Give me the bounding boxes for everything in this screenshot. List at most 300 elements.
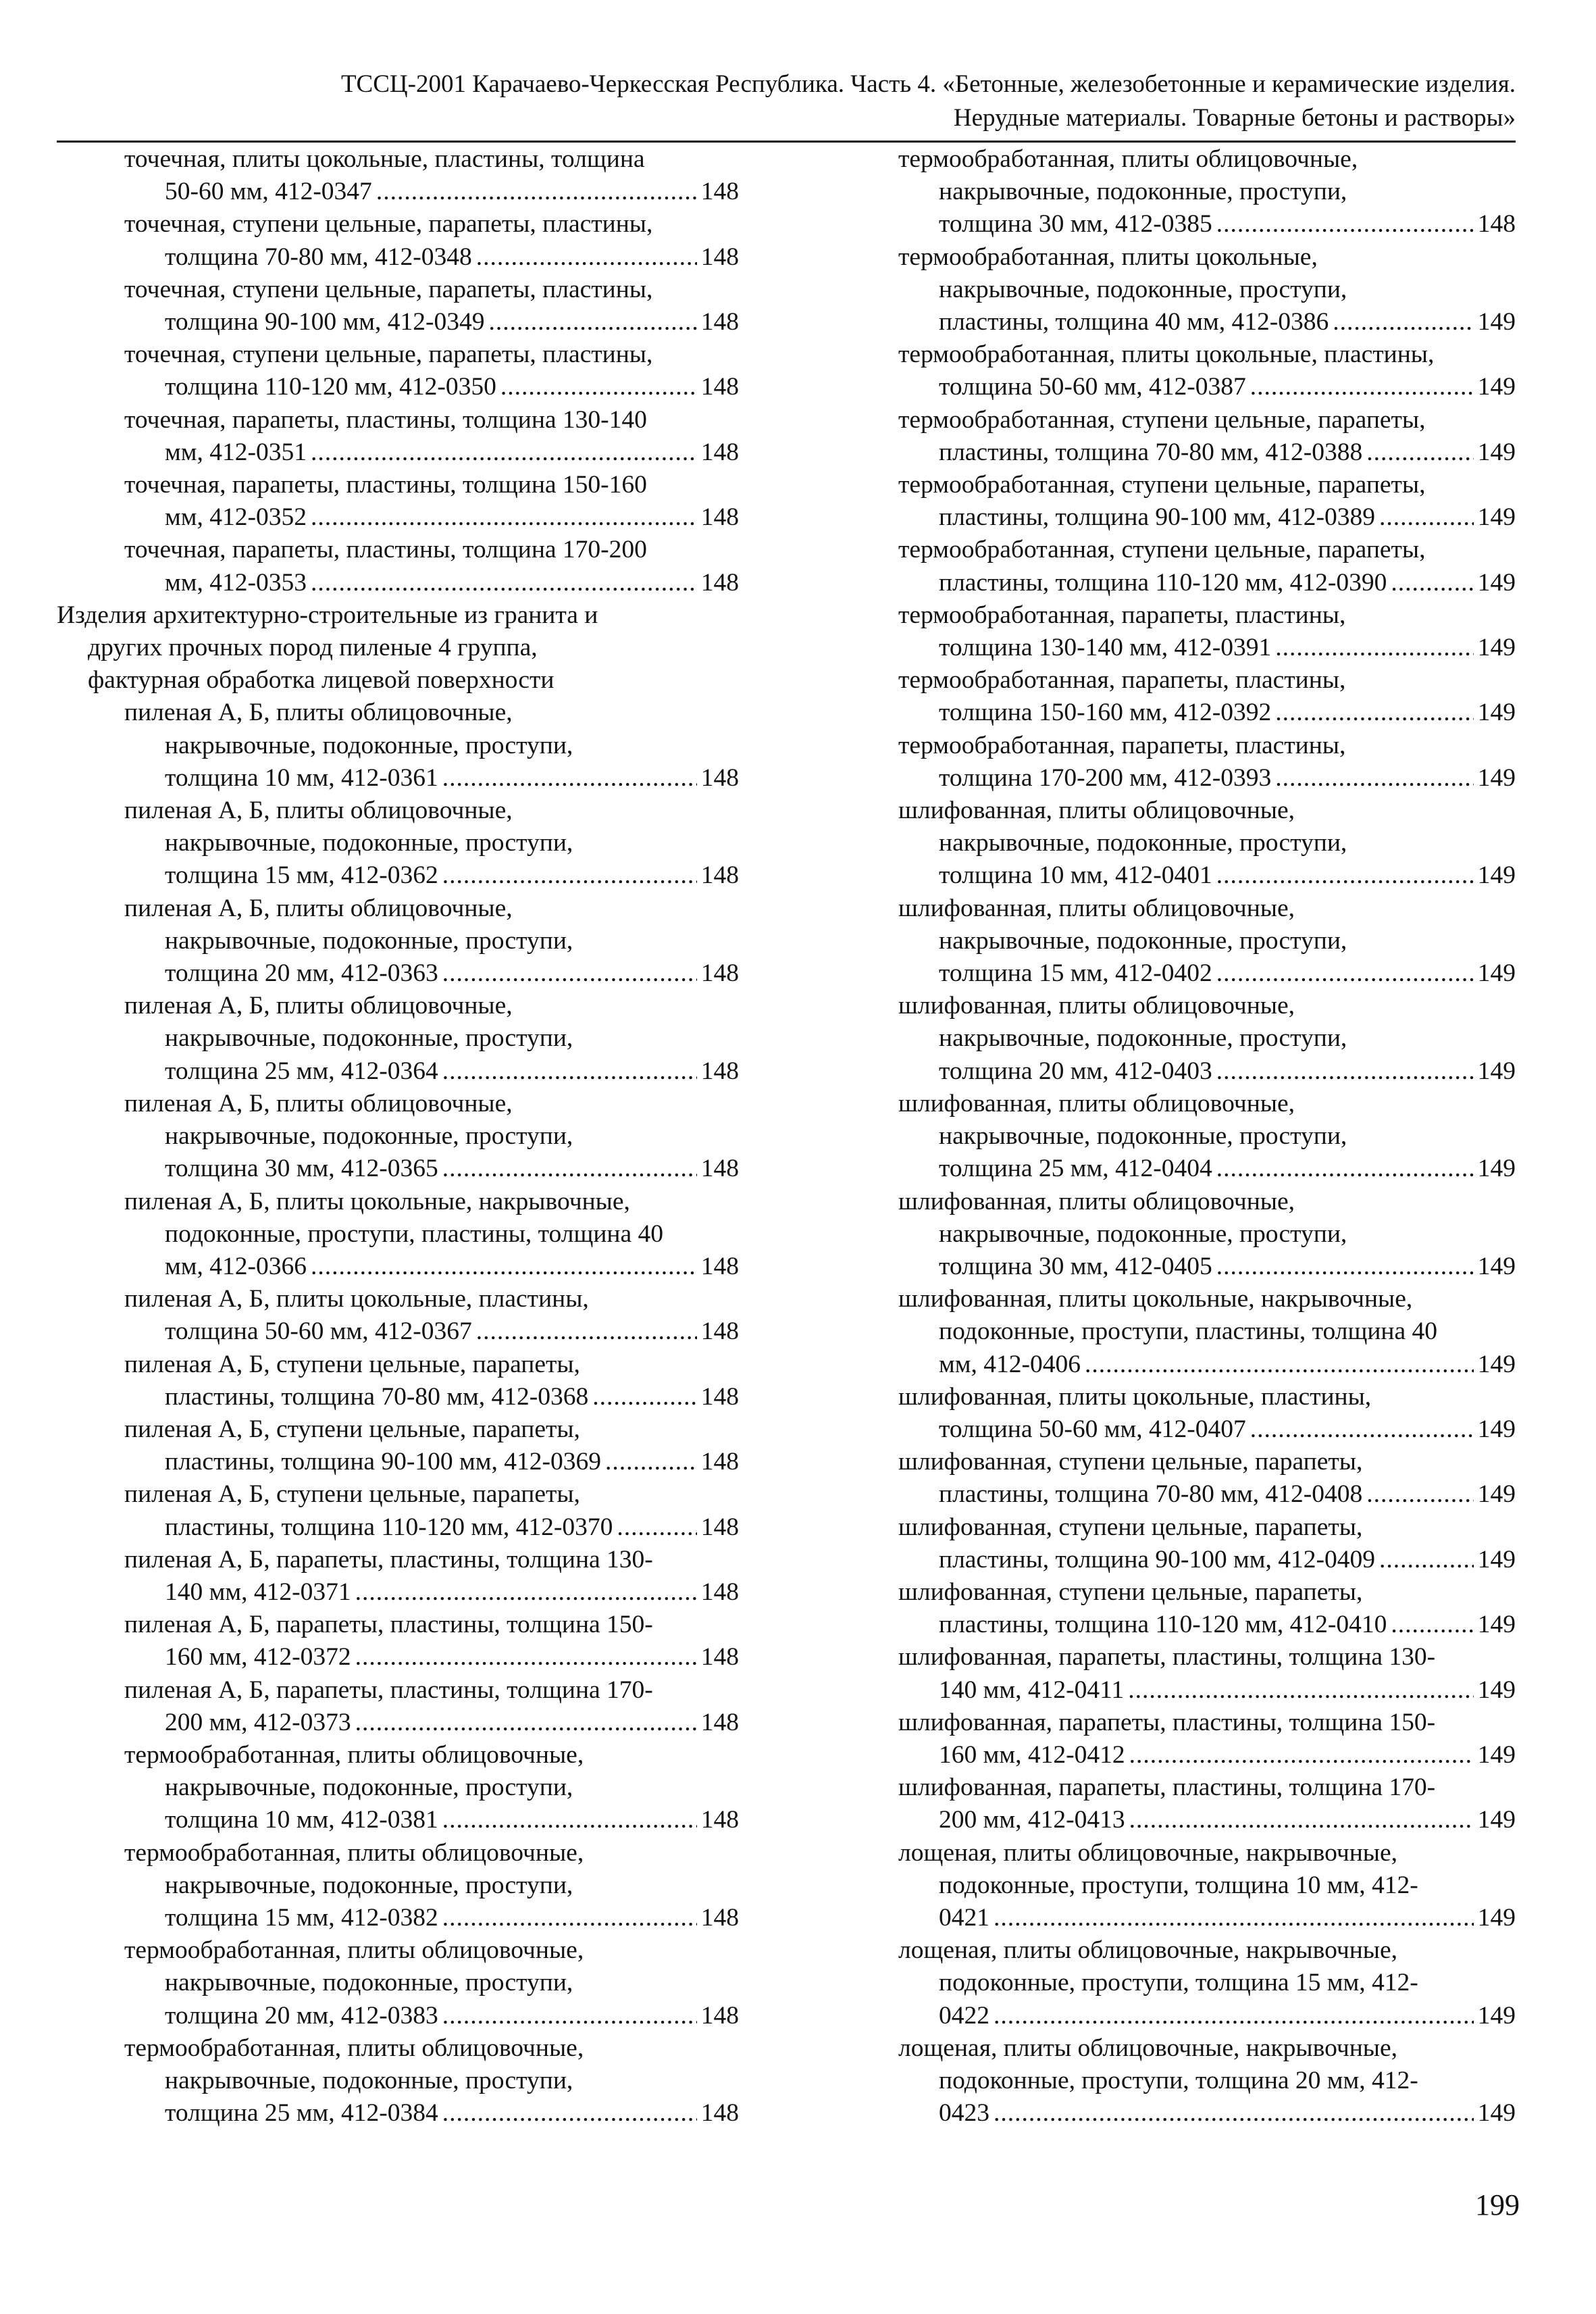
index-entry xyxy=(57,1934,739,2032)
dot-leader xyxy=(376,176,697,208)
index-entry-text: пиленая А, Б, плиты облицовочные, xyxy=(124,992,513,1020)
index-entry-page: 149 xyxy=(1477,1415,1516,1443)
index-entry xyxy=(898,1446,1516,1511)
dot-leader xyxy=(1275,632,1474,664)
index-entry-leader-row xyxy=(898,1674,1516,1707)
index-entry xyxy=(898,1641,1516,1706)
index-entry xyxy=(898,1771,1516,1836)
index-entry-text: термообработанная, плиты цокольные, пластины, xyxy=(898,341,1435,369)
index-entry-leader-row xyxy=(898,501,1516,534)
index-entry-text: пиленая А, Б, парапеты, пластины, толщина 150- xyxy=(124,1611,653,1639)
index-entry-leader-row xyxy=(898,859,1516,892)
index-entry xyxy=(898,469,1516,534)
index-entry-leader-row xyxy=(898,697,1516,729)
dot-leader xyxy=(311,436,697,469)
index-entry-text: термообработанная, плиты облицовочные, xyxy=(124,1936,584,1965)
index-entry xyxy=(898,338,1516,403)
index-entry-page: 148 xyxy=(1477,210,1516,238)
index-entry-text: пиленая А, Б, ступени цельные, парапеты, xyxy=(124,1415,580,1443)
index-entry-page: 148 xyxy=(700,1155,739,1183)
index-entry-text: 0423 xyxy=(939,2099,989,2128)
index-entry xyxy=(57,1544,739,1609)
dot-leader xyxy=(1085,1349,1474,1381)
index-entry xyxy=(57,1413,739,1478)
index-entry-text: лощеная, плиты облицовочные, накрывочные, xyxy=(898,1936,1397,1965)
index-entry-text: точечная, парапеты, пластины, толщина 130-140 xyxy=(124,405,647,434)
dot-leader xyxy=(442,1804,697,1836)
index-entry-leader-row xyxy=(57,1381,739,1413)
index-entry-leader-row xyxy=(57,1446,739,1478)
dot-leader xyxy=(1250,371,1474,403)
index-entry xyxy=(898,990,1516,1088)
index-entry xyxy=(57,1478,739,1543)
index-entry-page: 148 xyxy=(700,1252,739,1280)
index-entry-text: толщина 10 мм, 412-0361 xyxy=(165,763,438,792)
index-entry-leader-row xyxy=(898,957,1516,990)
dot-leader xyxy=(442,2000,697,2032)
dot-leader xyxy=(605,1446,697,1478)
index-entry-page: 149 xyxy=(1477,1350,1516,1378)
index-entry-page: 148 xyxy=(700,1317,739,1346)
index-entry-leader-row xyxy=(57,1251,739,1283)
index-entry-text: термообработанная, ступени цельные, парапеты, xyxy=(898,405,1426,434)
index-entry-text: 140 мм, 412-0371 xyxy=(165,1578,351,1606)
index-entry-text: шлифованная, плиты облицовочные, xyxy=(898,992,1295,1020)
index-entry xyxy=(57,1186,739,1284)
index-entry xyxy=(57,599,739,697)
dot-leader xyxy=(1250,1413,1474,1446)
index-entry-page: 148 xyxy=(700,503,739,532)
dot-leader xyxy=(442,957,697,990)
index-entry-page: 149 xyxy=(1477,503,1516,532)
index-entry-leader-row xyxy=(57,176,739,208)
index-entry-page: 149 xyxy=(1477,438,1516,466)
index-entry xyxy=(57,990,739,1088)
index-entry-text: мм, 412-0352 xyxy=(165,503,307,532)
index-entry-leader-row xyxy=(898,1804,1516,1836)
index-entry-leader-row xyxy=(57,306,739,338)
index-entry-text: пиленая А, Б, плиты облицовочные, xyxy=(124,797,513,825)
dot-leader xyxy=(1379,1544,1474,1576)
index-entry-leader-row xyxy=(57,2000,739,2032)
index-entry xyxy=(57,143,739,208)
index-entry xyxy=(57,534,739,599)
index-entry xyxy=(898,795,1516,892)
index-entry-leader-row xyxy=(898,306,1516,338)
index-entry-text: толщина 30 мм, 412-0385 xyxy=(939,210,1212,238)
dot-leader xyxy=(442,762,697,795)
index-entry-page: 149 xyxy=(1477,1155,1516,1183)
index-entry-text: 200 мм, 412-0413 xyxy=(939,1806,1125,1834)
index-entry xyxy=(57,208,739,273)
index-entry-page: 148 xyxy=(700,1643,739,1671)
index-entry xyxy=(898,1576,1516,1641)
index-entry-text: подоконные, проступи, толщина 10 мм, 412- xyxy=(939,1871,1418,1899)
index-entry-text: шлифованная, ступени цельные, парапеты, xyxy=(898,1578,1363,1606)
index-entry-text: пластины, толщина 110-120 мм, 412-0370 xyxy=(165,1513,613,1541)
index-entry-text: накрывочные, подоконные, проступи, xyxy=(165,1122,573,1151)
index-entry-text: толщина 25 мм, 412-0404 xyxy=(939,1155,1212,1183)
index-entry-text: подоконные, проступи, пластины, толщина 40 xyxy=(939,1317,1437,1346)
index-entry-leader-row xyxy=(898,1739,1516,1771)
index-entry-leader-row xyxy=(898,1544,1516,1576)
dot-leader xyxy=(442,1055,697,1088)
index-entry-text: 200 мм, 412-0373 xyxy=(165,1708,351,1736)
index-entry-text: мм, 412-0366 xyxy=(165,1252,307,1280)
index-entry-text: накрывочные, подоконные, проступи, xyxy=(939,926,1347,955)
index-entry xyxy=(57,1837,739,1935)
index-entry-text: термообработанная, ступени цельные, парапеты, xyxy=(898,536,1426,564)
index-entry-text: накрывочные, подоконные, проступи, xyxy=(939,1219,1347,1248)
index-entry-leader-row xyxy=(57,1055,739,1088)
index-entry-page: 149 xyxy=(1477,308,1516,336)
index-entry-text: подоконные, проступи, толщина 15 мм, 412- xyxy=(939,1969,1418,1997)
index-entry-text: толщина 110-120 мм, 412-0350 xyxy=(165,373,496,401)
index-entry-leader-row xyxy=(898,1251,1516,1283)
index-entry-text: толщина 50-60 мм, 412-0407 xyxy=(939,1415,1246,1443)
index-entry xyxy=(57,697,739,795)
index-entry-leader-row xyxy=(898,567,1516,599)
index-entry-page: 149 xyxy=(1477,2099,1516,2128)
index-entry-text: толщина 20 мм, 412-0403 xyxy=(939,1057,1212,1085)
index-entry-text: термообработанная, плиты облицовочные, xyxy=(898,145,1358,173)
index-entry-leader-row xyxy=(57,1576,739,1609)
index-entry-text: пиленая А, Б, ступени цельные, парапеты, xyxy=(124,1350,580,1378)
index-entry-leader-row xyxy=(898,1055,1516,1088)
index-entry-text: 160 мм, 412-0412 xyxy=(939,1740,1125,1769)
index-entry-text: толщина 20 мм, 412-0383 xyxy=(165,2001,438,2030)
index-entry-text: мм, 412-0406 xyxy=(939,1350,1081,1378)
index-entry xyxy=(898,534,1516,599)
dot-leader xyxy=(442,1902,697,1934)
index-entry xyxy=(898,664,1516,729)
index-entry-text: толщина 30 мм, 412-0365 xyxy=(165,1155,438,1183)
index-entry-text: толщина 50-60 мм, 412-0387 xyxy=(939,373,1246,401)
index-entry-page: 149 xyxy=(1477,861,1516,890)
index-entry xyxy=(898,1837,1516,1935)
index-entry-text: шлифованная, плиты облицовочные, xyxy=(898,894,1295,922)
index-entry-text: подоконные, проступи, толщина 20 мм, 412- xyxy=(939,2066,1418,2094)
index-entry-page: 149 xyxy=(1477,959,1516,988)
index-entry xyxy=(898,1088,1516,1186)
index-entry xyxy=(57,274,739,338)
dot-leader xyxy=(1391,567,1473,599)
index-entry-text: лощеная, плиты облицовочные, накрывочные, xyxy=(898,2034,1397,2062)
index-entry-text: толщина 170-200 мм, 412-0393 xyxy=(939,763,1272,792)
index-entry-text: термообработанная, ступени цельные, парапеты, xyxy=(898,471,1426,499)
index-entry-text: других прочных пород пиленые 4 группа, xyxy=(88,634,538,662)
index-entry xyxy=(898,404,1516,469)
index-column-left xyxy=(57,143,739,2130)
index-entry xyxy=(898,892,1516,990)
index-entry-text: пластины, толщина 70-80 мм, 412-0408 xyxy=(939,1480,1363,1509)
dot-leader xyxy=(1391,1609,1473,1641)
index-entry-leader-row xyxy=(57,859,739,892)
index-entry-text: толщина 15 мм, 412-0362 xyxy=(165,861,438,890)
index-entry xyxy=(57,1349,739,1413)
index-entry xyxy=(898,143,1516,241)
index-entry-leader-row xyxy=(898,1349,1516,1381)
index-entry-leader-row xyxy=(898,1609,1516,1641)
index-entry-text: термообработанная, парапеты, пластины, xyxy=(898,666,1346,695)
index-entry-leader-row xyxy=(898,1902,1516,1934)
index-entry-leader-row xyxy=(57,1315,739,1348)
dot-leader xyxy=(355,1707,697,1739)
index-entry-text: толщина 25 мм, 412-0364 xyxy=(165,1057,438,1085)
dot-leader xyxy=(1275,697,1474,729)
dot-leader xyxy=(994,2097,1474,2130)
index-entry xyxy=(898,1934,1516,2032)
dot-leader xyxy=(1216,1055,1474,1088)
dot-leader xyxy=(1366,1478,1474,1511)
index-entry-text: толщина 90-100 мм, 412-0349 xyxy=(165,308,485,336)
index-entry-page: 149 xyxy=(1477,1480,1516,1509)
index-entry-page: 148 xyxy=(700,1708,739,1736)
index-entry-text: точечная, парапеты, пластины, толщина 150-160 xyxy=(124,471,647,499)
index-entry-text: шлифованная, плиты цокольные, накрывочные, xyxy=(898,1285,1413,1313)
index-entry-text: накрывочные, подоконные, проступи, xyxy=(939,1122,1347,1151)
index-entry-page: 149 xyxy=(1477,1057,1516,1085)
index-entry-text: пиленая А, Б, плиты облицовочные, xyxy=(124,1089,513,1117)
index-entry xyxy=(57,1609,739,1674)
index-entry-page: 149 xyxy=(1477,1611,1516,1639)
index-entry-text: термообработанная, парапеты, пластины, xyxy=(898,601,1346,629)
index-entry-page: 148 xyxy=(700,1806,739,1834)
index-entry xyxy=(57,1674,739,1739)
index-entry-text: пластины, толщина 110-120 мм, 412-0390 xyxy=(939,568,1387,597)
dot-leader xyxy=(994,2000,1474,2032)
running-header-line-2: Нерудные материалы. Товарные бетоны и растворы» xyxy=(953,104,1516,132)
index-entry-leader-row xyxy=(57,241,739,274)
index-entry-leader-row xyxy=(57,1902,739,1934)
dot-leader xyxy=(1129,1739,1474,1771)
dot-leader xyxy=(1216,1153,1474,1185)
index-entry-leader-row xyxy=(898,2000,1516,2032)
index-entry-text: накрывочные, подоконные, проступи, xyxy=(165,1774,573,1802)
index-entry xyxy=(57,1088,739,1186)
index-entry-text: 160 мм, 412-0372 xyxy=(165,1643,351,1671)
index-entry-text: накрывочные, подоконные, проступи, xyxy=(165,1871,573,1899)
dot-leader xyxy=(1129,1804,1474,1836)
index-entry-text: шлифованная, плиты цокольные, пластины, xyxy=(898,1382,1372,1411)
index-entry-text: шлифованная, плиты облицовочные, xyxy=(898,1089,1295,1117)
dot-leader xyxy=(442,1153,697,1185)
dot-leader xyxy=(476,1315,697,1348)
index-entry-leader-row xyxy=(57,1707,739,1739)
index-entry-page: 149 xyxy=(1477,2001,1516,2030)
index-entry-text: пиленая А, Б, плиты облицовочные, xyxy=(124,699,513,727)
index-entry-leader-row xyxy=(57,436,739,469)
index-entry-leader-row xyxy=(57,501,739,534)
header-divider xyxy=(57,141,1516,143)
index-entry-leader-row xyxy=(57,371,739,403)
index-entry-page: 148 xyxy=(700,243,739,271)
index-entry-page: 148 xyxy=(700,2001,739,2030)
page-number: 199 xyxy=(1475,2188,1520,2221)
index-entry-text: фактурная обработка лицевой поверхности xyxy=(88,666,555,695)
dot-leader xyxy=(500,371,697,403)
index-entry-page: 148 xyxy=(700,959,739,988)
index-entry-text: пиленая А, Б, плиты цокольные, пластины, xyxy=(124,1285,589,1313)
index-entry-text: накрывочные, подоконные, проступи, xyxy=(165,829,573,857)
index-entry-text: толщина 10 мм, 412-0381 xyxy=(165,1806,438,1834)
index-entry xyxy=(898,730,1516,795)
index-entry-page: 148 xyxy=(700,308,739,336)
index-entry-leader-row xyxy=(57,762,739,795)
index-entry xyxy=(57,892,739,990)
index-entry-text: накрывочные, подоконные, проступи, xyxy=(165,1024,573,1053)
index-entry-text: накрывочные, подоконные, проступи, xyxy=(939,829,1347,857)
dot-leader xyxy=(1333,306,1473,338)
index-entry-leader-row xyxy=(898,436,1516,469)
dot-leader xyxy=(1128,1674,1474,1707)
index-entry-page: 148 xyxy=(700,178,739,206)
dot-leader xyxy=(488,306,696,338)
dot-leader xyxy=(355,1576,697,1609)
index-entry-text: толщина 20 мм, 412-0363 xyxy=(165,959,438,988)
index-entry-text: пластины, толщина 90-100 мм, 412-0389 xyxy=(939,503,1375,532)
index-entry xyxy=(57,2032,739,2130)
index-entry-text: толщина 130-140 мм, 412-0391 xyxy=(939,634,1272,662)
index-entry-text: термообработанная, парапеты, пластины, xyxy=(898,731,1346,759)
dot-leader xyxy=(442,859,697,892)
index-entry-page: 149 xyxy=(1477,634,1516,662)
index-entry xyxy=(898,2032,1516,2130)
index-entry-text: пиленая А, Б, парапеты, пластины, толщина 130- xyxy=(124,1545,653,1574)
index-entry-page: 148 xyxy=(700,373,739,401)
dot-leader xyxy=(1275,762,1474,795)
dot-leader xyxy=(476,241,697,274)
index-entry xyxy=(898,1381,1516,1446)
index-entry-leader-row xyxy=(57,1511,739,1544)
index-entry-leader-row xyxy=(57,1153,739,1185)
index-entry-text: точечная, плиты цокольные, пластины, толщина xyxy=(124,145,645,173)
index-entry xyxy=(57,338,739,403)
index-entry-text: шлифованная, плиты облицовочные, xyxy=(898,797,1295,825)
index-entry-text: точечная, ступени цельные, парапеты, пластины, xyxy=(124,341,653,369)
index-entry-text: термообработанная, плиты облицовочные, xyxy=(124,2034,584,2062)
index-entry-text: толщина 10 мм, 412-0401 xyxy=(939,861,1212,890)
index-entry-text: мм, 412-0351 xyxy=(165,438,307,466)
index-entry-page: 149 xyxy=(1477,1252,1516,1280)
index-entry-text: пластины, толщина 110-120 мм, 412-0410 xyxy=(939,1611,1387,1639)
index-entry-text: пиленая А, Б, парапеты, пластины, толщина 170- xyxy=(124,1676,653,1704)
index-entry-text: 140 мм, 412-0411 xyxy=(939,1676,1125,1704)
index-entry-page: 149 xyxy=(1477,763,1516,792)
index-column-right xyxy=(898,143,1516,2130)
dot-leader xyxy=(1366,436,1474,469)
index-entry-text: накрывочные, подоконные, проступи, xyxy=(165,2066,573,2094)
index-entry-text: толщина 50-60 мм, 412-0367 xyxy=(165,1317,472,1346)
index-entry xyxy=(57,1739,739,1837)
dot-leader xyxy=(592,1381,697,1413)
dot-leader xyxy=(1216,208,1474,241)
index-entry-text: точечная, парапеты, пластины, толщина 170-200 xyxy=(124,536,647,564)
dot-leader xyxy=(311,1251,697,1283)
index-entry-page: 148 xyxy=(700,438,739,466)
index-entry-page: 148 xyxy=(700,568,739,597)
index-entry-text: накрывочные, подоконные, проступи, xyxy=(939,275,1347,303)
index-entry-text: 0421 xyxy=(939,1903,989,1932)
index-entry-page: 148 xyxy=(700,1382,739,1411)
index-entry xyxy=(898,1511,1516,1576)
index-entry-text: пиленая А, Б, плиты цокольные, накрывочные, xyxy=(124,1187,630,1215)
index-entry-leader-row xyxy=(898,208,1516,241)
index-entry-text: термообработанная, плиты облицовочные, xyxy=(124,1838,584,1867)
index-entry-page: 148 xyxy=(700,1513,739,1541)
running-header xyxy=(57,68,1516,135)
index-entry-text: точечная, ступени цельные, парапеты, пластины, xyxy=(124,275,653,303)
index-entry xyxy=(898,599,1516,664)
index-entry-text: накрывочные, подоконные, проступи, xyxy=(165,926,573,955)
index-entry-leader-row xyxy=(57,567,739,599)
index-entry-text: толщина 150-160 мм, 412-0392 xyxy=(939,699,1272,727)
index-entry-page: 148 xyxy=(700,2099,739,2128)
index-entry-text: толщина 70-80 мм, 412-0348 xyxy=(165,243,472,271)
index-entry xyxy=(57,469,739,534)
index-entry-leader-row xyxy=(898,1478,1516,1511)
running-header-line-1: ТССЦ-2001 Карачаево-Черкесская Республика. Часть 4. «Бетонные, железобетонные и керамические изделия. xyxy=(340,70,1516,98)
index-entry-page: 149 xyxy=(1477,1740,1516,1769)
dot-leader xyxy=(994,1902,1474,1934)
index-entry-text: шлифованная, ступени цельные, парапеты, xyxy=(898,1513,1363,1541)
index-entry-text: накрывочные, подоконные, проступи, xyxy=(939,178,1347,206)
index-entry-page: 148 xyxy=(700,861,739,890)
index-entry xyxy=(898,1707,1516,1771)
index-entry-page: 149 xyxy=(1477,568,1516,597)
index-entry-text: точечная, ступени цельные, парапеты, пластины, xyxy=(124,210,653,238)
index-entry-text: термообработанная, плиты цокольные, xyxy=(898,243,1318,271)
index-entry xyxy=(57,795,739,892)
index-entry-text: накрывочные, подоконные, проступи, xyxy=(165,1969,573,1997)
dot-leader xyxy=(311,501,697,534)
index-entry-page: 149 xyxy=(1477,699,1516,727)
index-entry xyxy=(898,1186,1516,1284)
index-entry-leader-row xyxy=(898,1413,1516,1446)
index-entry xyxy=(57,404,739,469)
index-entry-text: шлифованная, парапеты, пластины, толщина 150- xyxy=(898,1708,1436,1736)
index-entry-text: термообработанная, плиты облицовочные, xyxy=(124,1740,584,1769)
dot-leader xyxy=(1216,957,1474,990)
index-entry-leader-row xyxy=(898,2097,1516,2130)
index-entry-page: 148 xyxy=(700,1057,739,1085)
index-entry-text: подоконные, проступи, пластины, толщина 40 xyxy=(165,1219,663,1248)
dot-leader xyxy=(355,1641,697,1674)
index-entry-text: накрывочные, подоконные, проступи, xyxy=(939,1024,1347,1053)
index-entry-page: 149 xyxy=(1477,373,1516,401)
index-entry-text: пластины, толщина 90-100 мм, 412-0369 xyxy=(165,1448,601,1476)
index-entry-text: пластины, толщина 70-80 мм, 412-0388 xyxy=(939,438,1363,466)
index-entry xyxy=(898,1283,1516,1381)
index-entry-leader-row xyxy=(898,632,1516,664)
index-entry-text: пиленая А, Б, ступени цельные, парапеты, xyxy=(124,1480,580,1509)
dot-leader xyxy=(311,567,697,599)
index-entry-text: толщина 15 мм, 412-0382 xyxy=(165,1903,438,1932)
index-entry-text: 50-60 мм, 412-0347 xyxy=(165,178,372,206)
dot-leader xyxy=(1379,501,1474,534)
index-entry-text: шлифованная, парапеты, пластины, толщина 170- xyxy=(898,1774,1436,1802)
dot-leader xyxy=(1216,859,1474,892)
index-entry-leader-row xyxy=(898,1153,1516,1185)
index-entry-page: 149 xyxy=(1477,1806,1516,1834)
index-entry-text: шлифованная, плиты облицовочные, xyxy=(898,1187,1295,1215)
index-entry-page: 148 xyxy=(700,1448,739,1476)
index-entry-text: 0422 xyxy=(939,2001,989,2030)
index-entry-text: пластины, толщина 90-100 мм, 412-0409 xyxy=(939,1545,1375,1574)
index-entry-text: лощеная, плиты облицовочные, накрывочные, xyxy=(898,1838,1397,1867)
index-entry-text: мм, 412-0353 xyxy=(165,568,307,597)
index-entry-page: 148 xyxy=(700,763,739,792)
